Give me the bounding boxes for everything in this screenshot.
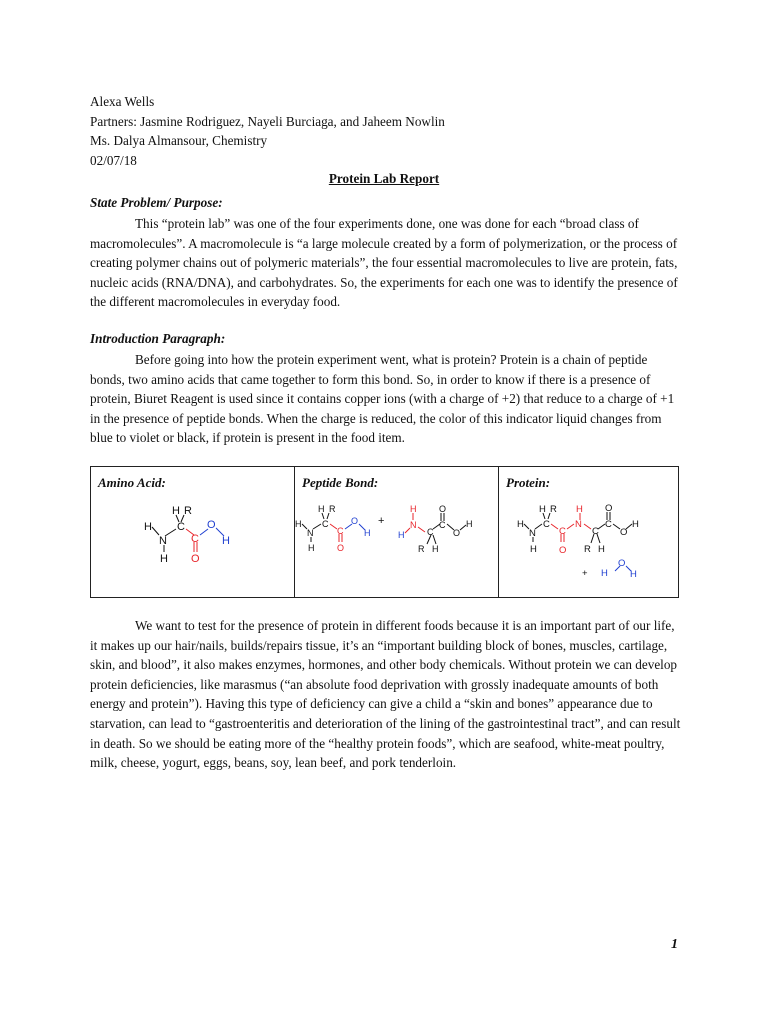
atom-h: H <box>466 519 473 529</box>
amino-acid-structure <box>140 500 240 568</box>
atom-o: O <box>559 545 567 556</box>
atom-c: C <box>177 521 185 533</box>
atom-h: H <box>364 528 371 538</box>
peptide-bond-structure <box>292 500 478 568</box>
atom-o: O <box>439 504 447 514</box>
atom-h: H <box>222 535 230 547</box>
atom-r: R <box>184 505 192 517</box>
atom-r: R <box>584 544 591 555</box>
atom-h: H <box>398 530 405 540</box>
atom-o: O <box>207 519 216 531</box>
atom-h: H <box>530 544 537 555</box>
protein-label: Protein: <box>506 475 551 490</box>
atom-n: N <box>159 535 167 547</box>
teacher-line: Ms. Dalya Almansour, Chemistry <box>90 133 268 148</box>
page-number: 1 <box>671 937 678 952</box>
author-name: Alexa Wells <box>90 94 155 109</box>
intro-heading: Introduction Paragraph: <box>90 331 226 346</box>
atom-r: R <box>418 544 425 554</box>
atom-c: C <box>439 520 446 530</box>
atom-r: R <box>550 504 557 515</box>
protein-structure <box>514 500 676 588</box>
atom-o: O <box>618 558 626 569</box>
atom-h: H <box>295 519 302 529</box>
peptide-bond-label: Peptide Bond: <box>302 475 379 490</box>
atom-o: O <box>337 543 345 553</box>
plus-sign: + <box>378 515 385 527</box>
atom-h: H <box>410 504 417 514</box>
atom-h: H <box>160 553 168 565</box>
purpose-text: This “protein lab” was one of the four experiments done, one was done for each “broad class of macromolecules”. A macromolecule is “a large molecule created by a form of polymerization, or the process of creating polymer chains out of polymeric materials”, the four essential macromolecules to live are protein, fats, nucleic acids (RNA/DNA), and carbohydrates. So, the experiments for each one was to identify the presence of the different macromolecules in everyday food. <box>90 216 678 310</box>
atom-h: H <box>308 543 315 553</box>
atom-h: H <box>598 544 605 555</box>
amino-acid-label: Amino Acid: <box>98 475 166 490</box>
purpose-heading: State Problem/ Purpose: <box>90 195 223 210</box>
atom-o: O <box>620 527 628 538</box>
atom-c: C <box>543 519 550 530</box>
atom-n: N <box>307 528 314 538</box>
plus-sign: + <box>582 568 588 579</box>
atom-c: C <box>592 526 599 537</box>
atom-c: C <box>337 526 344 536</box>
date-line: 02/07/18 <box>90 152 137 168</box>
atom-c: C <box>559 526 566 537</box>
atom-h: H <box>318 504 325 514</box>
report-title: Protein Lab Report <box>328 171 440 186</box>
atom-c: C <box>427 527 434 537</box>
atom-o: O <box>453 528 461 538</box>
atom-h: H <box>432 544 439 554</box>
atom-h: H <box>539 504 546 515</box>
atom-c: C <box>322 519 329 529</box>
atom-o: O <box>605 503 613 514</box>
partners-line: Partners: Jasmine Rodriguez, Nayeli Burciaga, and Jaheem Nowlin <box>90 113 445 129</box>
intro-paragraph <box>90 350 682 448</box>
body-paragraph <box>90 616 682 773</box>
atom-h: H <box>576 504 583 515</box>
atom-o: O <box>351 516 359 526</box>
atom-h: H <box>632 519 639 530</box>
atom-h: H <box>172 505 180 517</box>
atom-h: H <box>630 569 637 580</box>
atom-r: R <box>329 504 336 514</box>
atom-h: H <box>601 568 608 579</box>
atom-o: O <box>191 553 200 565</box>
atom-c: C <box>191 533 199 545</box>
atom-n: N <box>410 520 417 530</box>
atom-h: H <box>517 519 524 530</box>
purpose-paragraph <box>90 214 682 312</box>
atom-n: N <box>529 528 536 539</box>
atom-h: H <box>144 521 152 533</box>
body-text: We want to test for the presence of protein in different foods because it is an important part of our life, it makes up our hair/nails, builds/repairs tissue, it’s an “important building block of bones, muscles, cartilage, skin, and blood”, it also makes enzymes, hormones, and other body chemicals. Without protein we can develop protein deficiencies, like marasmus (“an absolute food deprivation with grossly inadequate amounts of both energy and protein”). Having this type of deficiency can give a child a “skin and bones” appearance due to starvation, can lead to “gastroenteritis and deterioration of the lining of the gastrointestinal tract”, and can result in death. So we should be eating more of the “healthy protein foods”, which are seafood, white-meat poultry, milk, cheese, yogurt, eggs, beans, soy, lean beef, and pork tenderloin. <box>90 618 681 771</box>
atom-n: N <box>575 519 582 530</box>
atom-c: C <box>605 519 612 530</box>
intro-text: Before going into how the protein experiment went, what is protein? Protein is a chain of peptide bonds, two amino acids that came together to form this bond. So, in order to know if there is a presence of protein, Biuret Reagent is used since it contains copper ions (with a charge of +2) that reduce to a charge of +1 in the presence of peptide bonds. When the charge is reduced, the color of this indicator liquid changes from blue to violet or black, if protein is present in the food item. <box>90 352 675 446</box>
